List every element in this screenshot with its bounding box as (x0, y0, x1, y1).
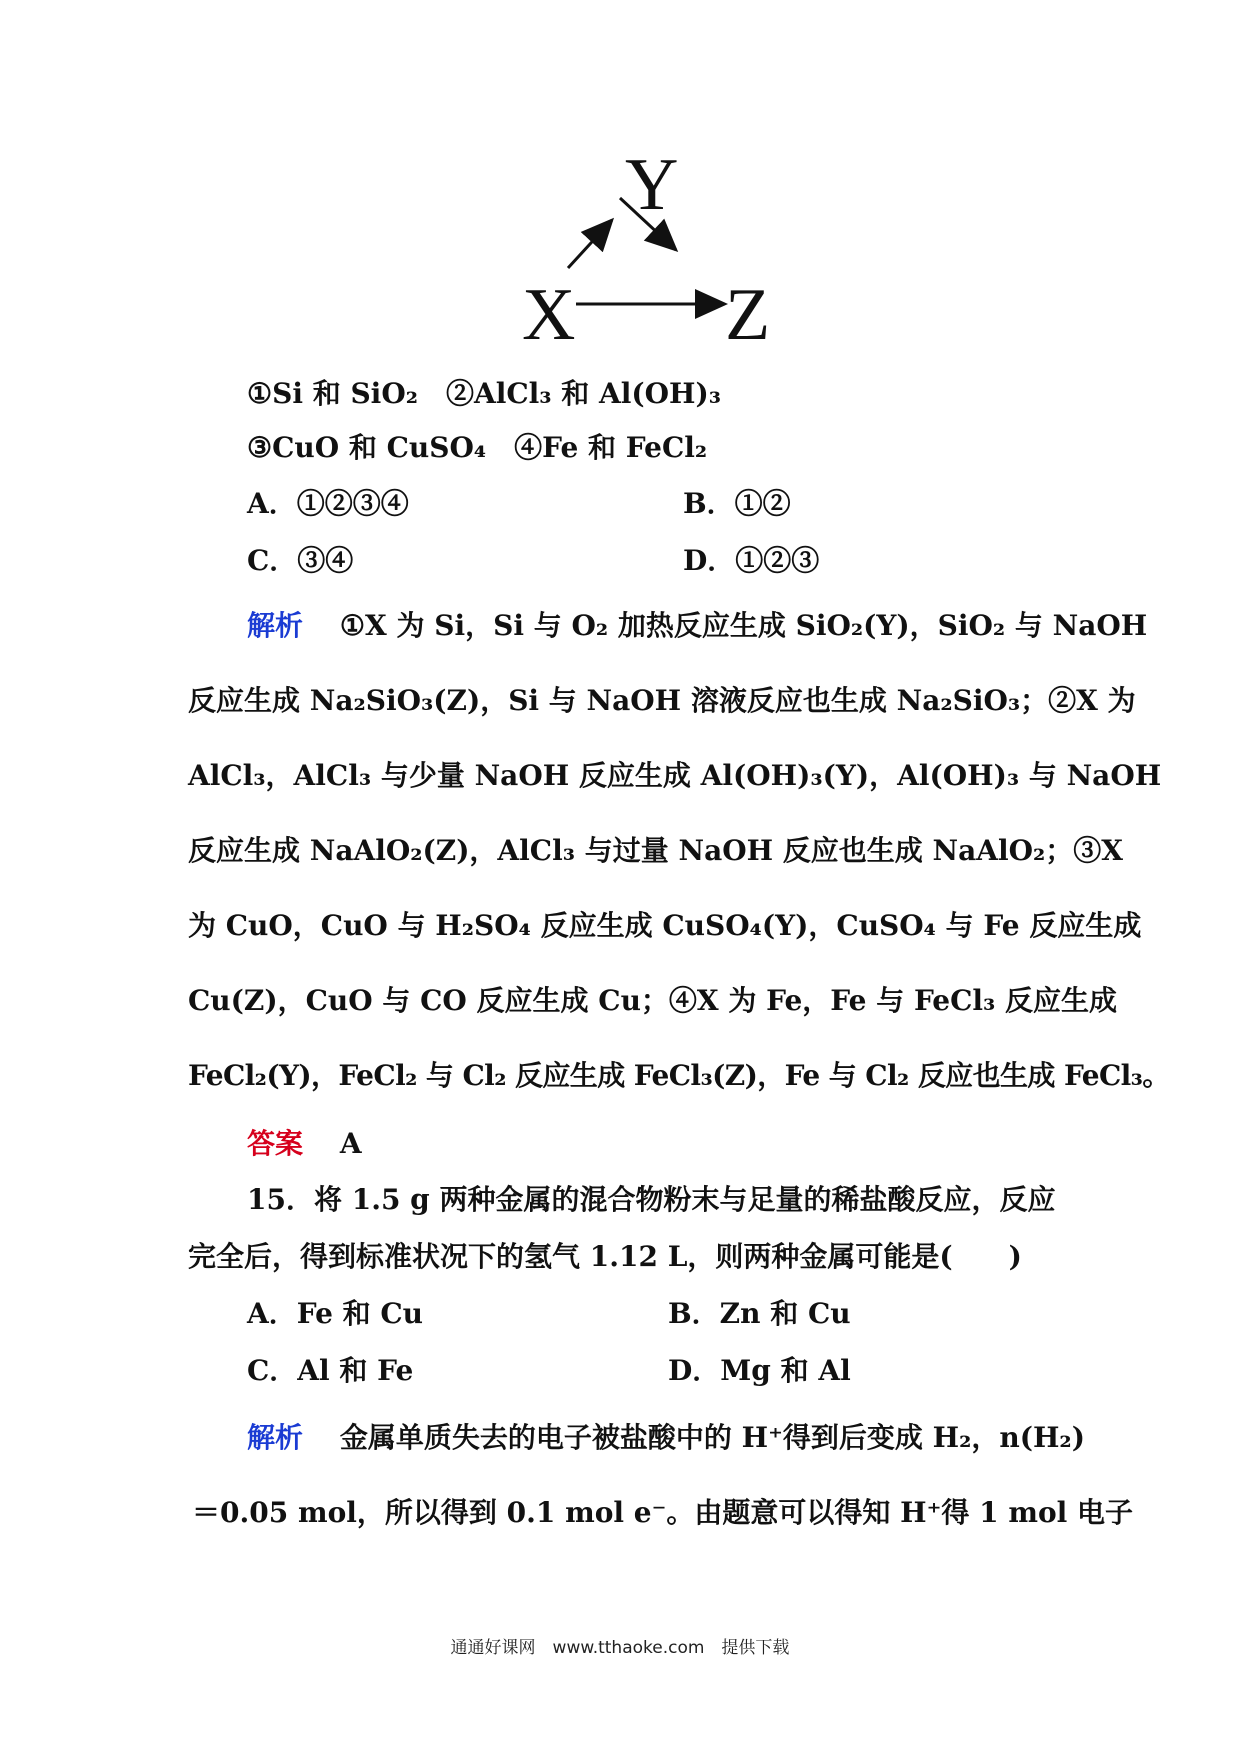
reaction-diagram (520, 144, 790, 356)
q15-analysis-line-2: ＝0.05 mol，所以得到 0.1 mol e⁻。由题意可以得知 H⁺得 1 mol 电子 (192, 1496, 1134, 1529)
q14-analysis-line-1 (247, 609, 1148, 642)
q14-option-a: A．①②③④ (247, 487, 409, 520)
q15-option-d: D．Mg 和 Al (668, 1354, 851, 1387)
node-x: X (522, 274, 576, 356)
q14-analysis-line-6: Cu(Z)，CuO 与 CO 反应生成 Cu；④X 为 Fe，Fe 与 FeCl₃ 反应生成 (188, 984, 1118, 1017)
page-footer: 通通好课网 www.tthaoke.com 提供下载 (450, 1638, 790, 1658)
q14-analysis-text-1: ①X 为 Si，Si 与 O₂ 加热反应生成 SiO₂(Y)，SiO₂ 与 NaOH (339, 609, 1148, 642)
q14-analysis-line-7: FeCl₂(Y)，FeCl₂ 与 Cl₂ 反应生成 FeCl₃(Z)，Fe 与 Cl₂ 反应也生成 FeCl₃。 (188, 1059, 1170, 1092)
q15-option-b: B．Zn 和 Cu (668, 1297, 851, 1330)
q14-option-d: D．①②③ (683, 544, 820, 577)
q14-analysis-line-5: 为 CuO，CuO 与 H₂SO₄ 反应生成 CuSO₄(Y)，CuSO₄ 与 Fe 反应生成 (188, 909, 1142, 942)
q15-option-a: A．Fe 和 Cu (247, 1297, 424, 1330)
q14-pairs-line2: ③CuO 和 CuSO₄ ④Fe 和 FeCl₂ (247, 431, 708, 464)
q14-option-b: B．①② (683, 487, 791, 520)
q15-stem-line2: 完全后，得到标准状况下的氢气 1.12 L，则两种金属可能是( ) (188, 1240, 1022, 1273)
q14-answer-value: A (339, 1127, 362, 1160)
node-z: Z (725, 274, 771, 356)
node-y: Y (625, 144, 679, 226)
arrow-x-to-y (568, 220, 612, 268)
q15-analysis-text-1: 金属单质失去的电子被盐酸中的 H⁺得到后变成 H₂，n(H₂) (339, 1421, 1085, 1454)
q14-option-c: C．③④ (247, 544, 354, 577)
q14-answer-label: 答案 (247, 1127, 304, 1160)
q14-pairs-line1: ①Si 和 SiO₂ ②AlCl₃ 和 Al(OH)₃ (247, 377, 721, 410)
q15-option-c: C．Al 和 Fe (247, 1354, 414, 1387)
q14-analysis-label: 解析 (247, 609, 304, 642)
q14-analysis-line-2: 反应生成 Na₂SiO₃(Z)，Si 与 NaOH 溶液反应也生成 Na₂SiO₃；②X 为 (188, 684, 1136, 717)
q15-stem-line1: 15．将 1.5 g 两种金属的混合物粉末与足量的稀盐酸反应，反应 (247, 1183, 1056, 1216)
q15-analysis-line-1 (247, 1421, 1085, 1454)
q14-analysis-line-3: AlCl₃，AlCl₃ 与少量 NaOH 反应生成 Al(OH)₃(Y)，Al(OH)₃ 与 NaOH (188, 759, 1162, 792)
q14-answer (247, 1127, 362, 1160)
q14-analysis-line-4: 反应生成 NaAlO₂(Z)，AlCl₃ 与过量 NaOH 反应也生成 NaAlO₂；③X (188, 834, 1124, 867)
q15-analysis-label: 解析 (247, 1421, 304, 1454)
